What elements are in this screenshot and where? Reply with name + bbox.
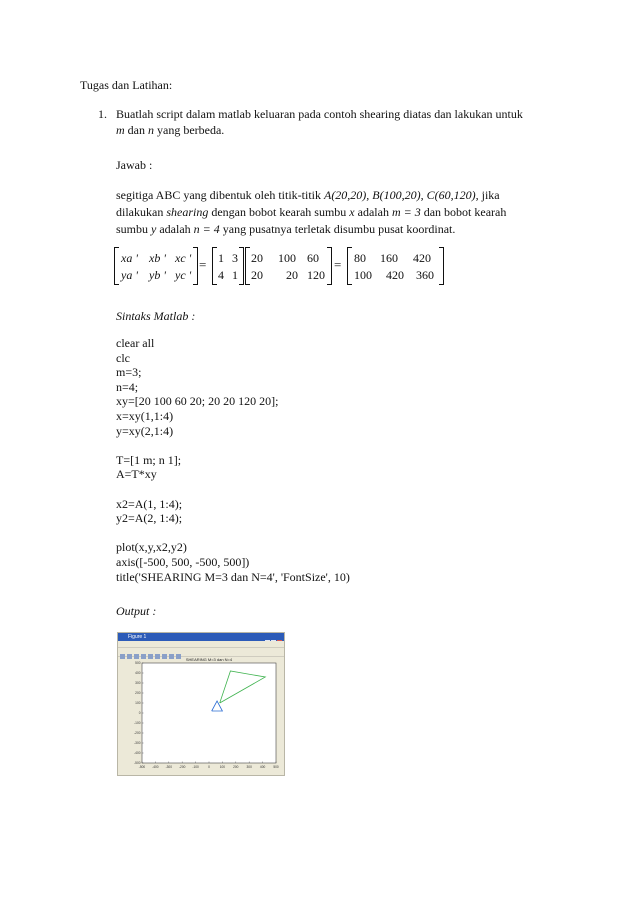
y-tick-label: 300 — [135, 681, 141, 686]
matrix-cell: xa ' — [121, 251, 138, 265]
answer-line-3 — [116, 222, 455, 236]
y-tick-label: 200 — [135, 691, 141, 696]
var-m: m — [116, 123, 125, 137]
figure-window-title: Figure 1 — [128, 634, 147, 640]
y-tick-label: 400 — [135, 671, 141, 676]
item-number: 1. — [98, 107, 107, 121]
y-tick-label: -200 — [134, 731, 141, 736]
matrix-cell: 420 — [413, 251, 431, 265]
matrix-cell: yb ' — [149, 268, 166, 282]
equals-sign: = — [199, 257, 207, 272]
answer-text: dan bobot kearah — [420, 205, 507, 219]
x-tick-label: 500 — [273, 765, 279, 769]
plot-svg — [118, 633, 284, 775]
answer-text: jika — [478, 188, 500, 202]
matrix-cell: 20 — [251, 251, 263, 265]
answer-text: adalah — [156, 222, 194, 236]
section-heading: Tugas dan Latihan: — [80, 78, 173, 92]
y-tick-label: 100 — [135, 701, 141, 706]
code-line: n=4; — [116, 379, 139, 394]
y-tick-label: 0 — [138, 711, 141, 716]
answer-line-2 — [116, 205, 506, 219]
answer-text: sumbu — [116, 222, 152, 236]
x-tick-label: -500 — [138, 765, 146, 769]
code-line: x2=A(1, 1:4); — [116, 496, 183, 511]
matrix-cell: 4 — [218, 268, 224, 282]
x-tick-label: 100 — [219, 765, 226, 769]
plot-axes-box — [142, 663, 276, 763]
matrix-cell: xc ' — [175, 251, 192, 265]
answer-text: adalah — [354, 205, 392, 219]
answer-label: Jawab : — [116, 158, 153, 172]
matrix-cell: 360 — [416, 268, 434, 282]
output-label: Output : — [116, 604, 157, 618]
answer-points: A(20,20), B(100,20), C(60,120), — [323, 188, 479, 202]
x-tick-label: 0 — [208, 765, 210, 769]
answer-text: yang pusatnya terletak disumbu pusat koordinat. — [219, 222, 456, 236]
y-tick-label: -500 — [134, 761, 141, 766]
matrix-cell: xb ' — [149, 251, 166, 265]
y-tick-label: 500 — [135, 661, 141, 666]
q-text: dan — [124, 123, 148, 137]
matrix-cell: 80 — [354, 251, 366, 265]
matrix-cell: ya ' — [121, 268, 138, 282]
code-line: y=xy(2,1:4) — [116, 423, 174, 438]
matrix-cell: 100 — [278, 251, 296, 265]
x-tick-label: -400 — [152, 765, 159, 769]
code-line: clc — [116, 350, 130, 365]
matrix-cell: 20 — [251, 268, 263, 282]
code-line: m=3; — [116, 365, 142, 380]
code-line: x=xy(1,1:4) — [116, 408, 174, 423]
matrix-cell: 1 — [218, 251, 224, 265]
code-line: T=[1 m; n 1]; — [116, 452, 182, 467]
answer-line-1 — [116, 188, 500, 202]
x-tick-label: 400 — [259, 765, 266, 769]
code-line: y2=A(2, 1:4); — [116, 511, 183, 526]
code-line: clear all — [116, 336, 155, 350]
plot-title: SHEARING M=3 dan N=4 — [185, 657, 233, 662]
code-listing — [116, 336, 350, 584]
matrix-cell: 60 — [307, 251, 319, 265]
x-tick-label: 200 — [233, 765, 239, 769]
var-n: n — [148, 123, 154, 137]
matrix-cell: yc ' — [175, 268, 192, 282]
code-line: axis([-500, 500, -500, 500]) — [116, 554, 250, 569]
matrix-cell: 3 — [232, 251, 238, 265]
answer-text: dilakukan — [116, 205, 167, 219]
answer-n: n = 4 — [193, 222, 220, 236]
answer-shearing: shearing — [166, 205, 209, 219]
code-line: plot(x,y,x2,y2) — [116, 540, 187, 555]
q-text-end: yang berbeda. — [154, 123, 225, 137]
matrix-r — [347, 247, 444, 285]
answer-m: m = 3 — [391, 205, 421, 219]
question-line-2 — [116, 123, 224, 137]
x-tick-label: 300 — [246, 765, 252, 769]
code-line: xy=[20 100 60 20; 20 20 120 20]; — [116, 394, 279, 409]
x-tick-label: -300 — [165, 765, 172, 769]
sintaks-label: Sintaks Matlab : — [116, 309, 196, 323]
x-tick-label: -200 — [179, 765, 186, 769]
code-line: title('SHEARING M=3 dan N=4', 'FontSize', 10) — [116, 569, 350, 584]
matrix-cell: 120 — [307, 268, 325, 282]
matrix-cell: 100 — [354, 268, 372, 282]
question-line-1: Buatlah script dalam matlab keluaran pada contoh shearing diatas dan lakukan untuk — [116, 107, 523, 121]
answer-text: segitiga ABC yang dibentuk oleh titik-titik — [116, 188, 324, 202]
matrix-cell: 1 — [232, 268, 238, 282]
y-tick-label: -100 — [134, 721, 141, 726]
matrix-left — [114, 247, 198, 285]
matrix-cell: 20 — [286, 268, 298, 282]
y-tick-label: -300 — [134, 741, 141, 746]
matrix-p — [245, 247, 332, 285]
answer-text: dengan bobot kearah sumbu — [208, 205, 350, 219]
matrix-t — [212, 247, 244, 285]
y-tick-label: -400 — [134, 751, 141, 756]
matrix-cell: 160 — [380, 251, 398, 265]
answer-x: x — [349, 205, 355, 219]
code-line: A=T*xy — [116, 467, 157, 482]
x-tick-label: -100 — [192, 765, 199, 769]
equals-sign: = — [334, 257, 342, 272]
answer-y: y — [151, 222, 157, 236]
matlab-figure-window — [117, 632, 285, 776]
matrix-cell: 420 — [386, 268, 404, 282]
